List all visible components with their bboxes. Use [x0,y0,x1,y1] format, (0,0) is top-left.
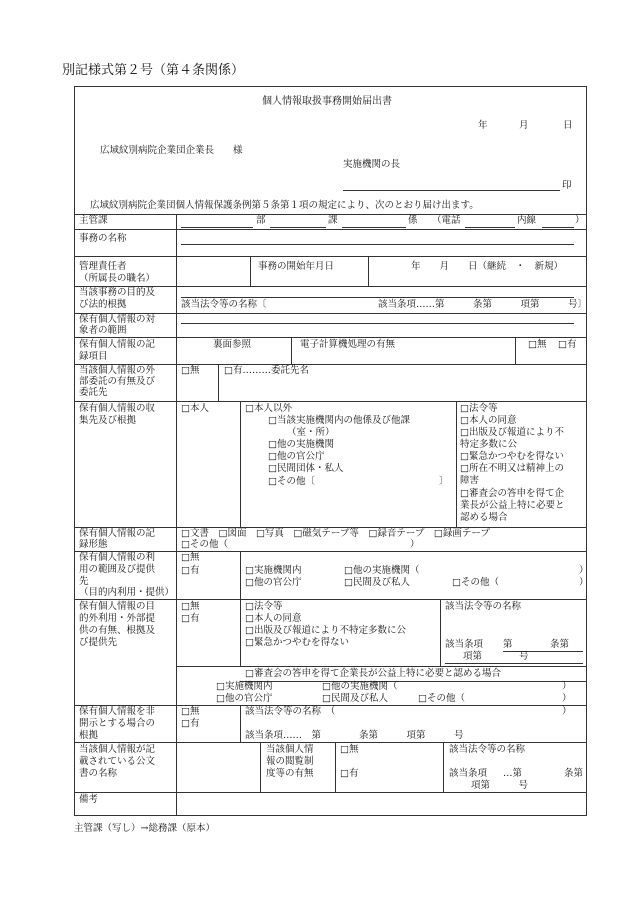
collection-self-checkbox[interactable]: □本人 [181,403,209,414]
name-line [181,244,574,245]
collection-basis-7[interactable]: □審査会の答申を得て企 [460,488,564,499]
doc-title: 個人情報取扱事務開始届出書 [262,96,392,107]
external-art-c: 条第 [550,639,570,650]
external-basis-2[interactable]: □出版及び報道により不特定多数に公 [245,625,406,636]
usage-no-checkbox[interactable]: □無 [181,552,200,563]
sender-label: 実施機関の長 [343,159,401,170]
usage-inhouse-checkbox[interactable]: □実施機関内 [245,565,302,576]
usage-label-3: 先 [79,576,89,587]
purpose-label-2: び法的根拠 [79,299,127,310]
purpose-label-1: 当該事務の目的及 [79,287,156,298]
external-art-d: 項第 [463,651,483,662]
inspection-label-2: 報の閲覧制 [266,756,314,767]
collection-sub-5[interactable]: □その他〔 [268,476,315,487]
external-art-a: 該当条項 [445,639,484,650]
nondisclosure-article: 該当条項…… 第 条第 項第 号 [245,730,464,741]
purpose-law: 該当法令等の名称〔 [181,299,267,310]
nondisclosure-yes-checkbox[interactable]: □有 [181,718,200,729]
purpose-article: 該当条項……第 条第 項第 号〕 [378,299,588,310]
form-label: 別記様式第２号（第４条関係） [62,63,245,78]
document-art-a: 該当条項 [449,768,488,779]
nondisclosure-law: 該当法令等の名称 （ [245,706,336,717]
collection-basis-2[interactable]: □出版及び報道により不 [460,427,564,438]
scope-label-1: 保有個人情報の対 [79,314,156,325]
external-label-2: 的外利用・外部提 [79,613,156,624]
form-label-2: 録形態 [79,539,108,550]
date-month: 月 [519,120,529,131]
external-law-label: 該当法令等の名称 [445,601,522,612]
computer-label: 電子計算機処理の有無 [300,339,396,350]
collection-sub-3[interactable]: □他の官公庁 [268,451,325,462]
outsource-label-3: 委託先 [79,387,108,398]
usage-close-2: ） [579,577,589,588]
collection-label-1: 保有個人情報の収 [79,403,156,414]
outsource-yes-checkbox[interactable]: □有………委託先名 [224,365,309,376]
usage-yes-checkbox[interactable]: □有 [181,565,200,576]
document-label-3: 書の名称 [79,768,118,779]
external-art-b: 第 [503,639,513,650]
outsource-no-checkbox[interactable]: □無 [181,365,200,376]
dept-bu: 部 [256,215,266,226]
form-other-checkbox[interactable]: □その他（ [181,539,228,550]
start-date-label: 事務の開始年月日 [258,261,335,272]
usage-label-1: 保有個人情報の利 [79,552,156,563]
external-label-1: 保有個人情報の目 [79,601,156,612]
nondisclosure-label-2: 開示とする場合の [79,718,156,729]
external-yes-checkbox[interactable]: □有 [181,613,200,624]
record-label-2: 録項目 [79,351,108,362]
nondisclosure-label-1: 保有個人情報を非 [79,706,156,717]
external-council[interactable]: □審査会の答申を得て企業長が公益上特に必要と認める場合 [245,668,501,679]
nondisclosure-close: ） [562,706,572,717]
collection-basis-5[interactable]: □所在不明又は精神上の [460,463,564,474]
record-ref: 裏面参照 [213,339,252,350]
routing-note: 主管課（写し）→総務課（原本） [74,823,215,834]
remarks-label: 備考 [79,794,99,805]
form-other-close: ） [410,539,420,550]
outsource-label-2: 部委託の有無及び [79,376,156,387]
sender-line [343,190,560,191]
dept-tel: （電話 [432,215,461,226]
date-day: 日 [563,120,573,131]
computer-yes-checkbox[interactable]: □有 [558,339,577,350]
collection-sub-close: 〕 [439,476,449,487]
nondisclosure-no-checkbox[interactable]: □無 [181,706,200,717]
external-basis-0[interactable]: □法令等 [245,601,283,612]
collection-basis-1[interactable]: □本人の同意 [460,415,517,426]
inspection-no-checkbox[interactable]: □無 [340,744,359,755]
external-art-e: 号 [519,651,529,662]
computer-no-checkbox[interactable]: □無 [528,339,547,350]
scope-line [181,323,574,324]
collection-label-2: 集先及び根拠 [79,415,137,426]
inspection-yes-checkbox[interactable]: □有 [340,768,359,779]
document-label-2: 載されている公文 [79,756,156,767]
date-year: 年 [478,120,488,131]
inspection-label-3: 度等の有無 [266,768,314,779]
dept-close: ） [575,215,585,226]
usage-other-agency-checkbox[interactable]: □他の実施機関（ [344,565,420,576]
collection-basis-9: 認める場合 [460,512,508,523]
document-law-label: 該当法令等の名称 [449,744,526,755]
scope-label-2: 象者の範囲 [79,325,127,336]
dept-ext: 内線 [517,215,537,226]
nondisclosure-label-3: 根拠 [79,730,99,741]
document-art-2: 項第 号 [471,780,529,791]
outsource-label-1: 当該個人情報の外 [79,365,156,376]
collection-basis-6: 障害 [460,475,480,486]
dept-ka: 課 [328,215,338,226]
document-label-1: 当該個人情報が記 [79,744,156,755]
external-inhouse-checkbox[interactable]: □実施機関内 [216,681,273,692]
seal-mark: 印 [562,180,572,191]
external-close-1: ） [562,681,572,692]
usage-private-checkbox[interactable]: □民間及び私人 [344,577,410,588]
form-types[interactable]: □文書 □図面 □写真 □磁気テープ等 □録音テープ □録画テープ [181,528,490,539]
usage-gov-checkbox[interactable]: □他の官公庁 [245,577,302,588]
manager-label-2: （所属長の職名） [79,273,156,284]
dept-kakari: 係 [408,215,418,226]
start-date-value: 年 月 日（継続 ・ 新規） [411,261,564,272]
external-basis-1[interactable]: □本人の同意 [245,613,302,624]
usage-other-checkbox[interactable]: □その他（ [452,577,499,588]
dept-label: 主管課 [79,215,108,226]
addressee: 広域紋別病院企業団企業長 様 [100,145,243,156]
external-basis-3[interactable]: □緊急かつやむを得ない [245,637,349,648]
collection-sub-4[interactable]: □民間団体・私人 [268,463,344,474]
external-close-2: ） [562,693,572,704]
form-label-1: 保有個人情報の記 [79,528,156,539]
collection-sub-2[interactable]: □他の実施機関 [268,439,334,450]
usage-label-2: 用の範囲及び提供 [79,564,156,575]
inspection-label-1: 当該個人情 [266,744,314,755]
document-art-b: …第 [503,768,523,779]
external-label-4: び提供先 [79,637,118,648]
usage-label-4: （目的内利用・提供） [79,587,175,598]
intro-text: 広域紋別病院企業団個人情報保護条例第５条第１項の規定により、次のとおり届け出ます。 [90,200,479,211]
manager-label-1: 管理責任者 [79,261,127,272]
collection-sub-0[interactable]: □当該実施機関内の他係及び他課 [268,415,410,426]
collection-sub-1: （室・所） [287,427,335,438]
collection-basis-0[interactable]: □法令等 [460,403,498,414]
usage-close-1: ） [579,565,589,576]
record-label-1: 保有個人情報の記 [79,339,156,350]
collection-other-checkbox[interactable]: □本人以外 [245,403,292,414]
name-label: 事務の名称 [79,233,127,244]
external-label-3: 供の有無、根拠及 [79,625,156,636]
collection-basis-3: 特定多数に公 [460,439,518,450]
external-no-checkbox[interactable]: □無 [181,601,200,612]
collection-basis-4[interactable]: □緊急かつやむを得ない [460,451,564,462]
external-gov-checkbox[interactable]: □他の官公庁 [216,693,273,704]
external-other-checkbox[interactable]: □その他（ [418,693,465,704]
collection-basis-8: 業長が公益上特に必要と [460,500,565,511]
external-private-checkbox[interactable]: □民間及び私人 [322,693,388,704]
document-art-c: 条第 [564,768,584,779]
external-other-agency-checkbox[interactable]: □他の実施機関（ [322,681,398,692]
